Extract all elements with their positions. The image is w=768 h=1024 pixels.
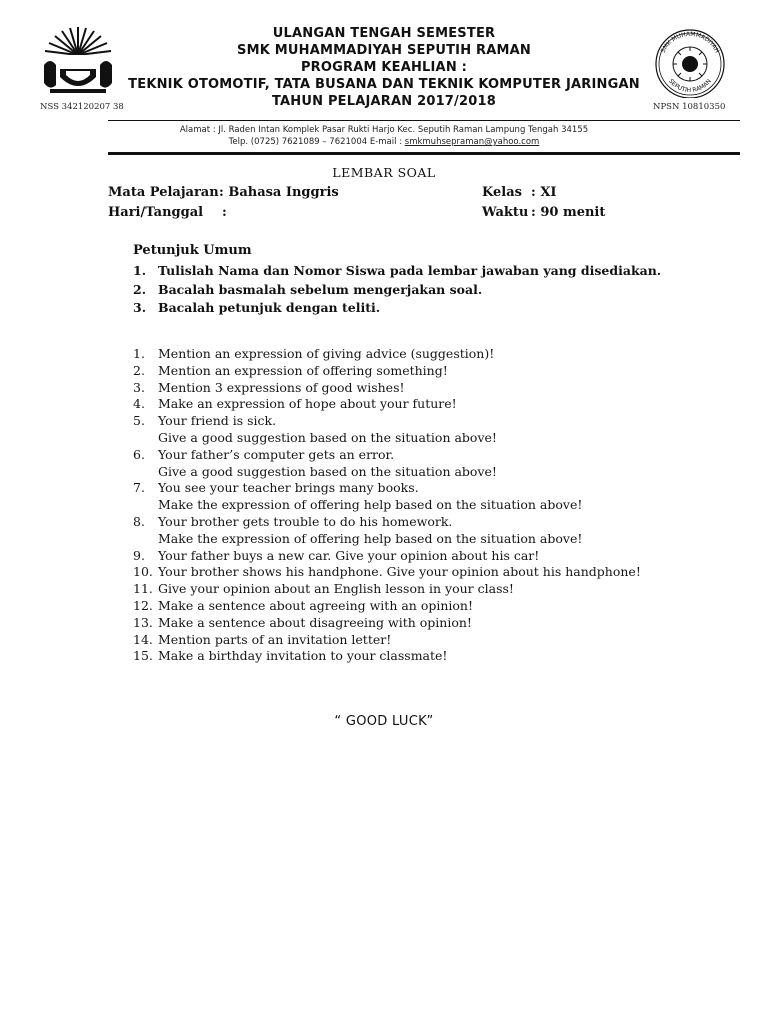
- question-item: 2. Mention an expression of offering something!: [133, 362, 448, 378]
- question-item: 4. Make an expression of hope about your future!: [133, 396, 457, 412]
- question-item: 11. Give your opinion about an English lesson in your class!: [133, 581, 514, 597]
- nss-code: NSS 342120207 38: [40, 102, 124, 112]
- question-item: 13. Make a sentence about disagreeing with opinion!: [133, 614, 472, 630]
- question-item: 3. Mention 3 expressions of good wishes!: [133, 379, 405, 395]
- header-exam-title: ULANGAN TENGAH SEMESTER: [272, 26, 496, 41]
- header-school-year: TAHUN PELAJARAN 2017/2018: [271, 94, 496, 109]
- school-email-link[interactable]: smkmuhsepraman@yahoo.com: [404, 137, 540, 147]
- day-date-value: :: [222, 205, 227, 220]
- document-title: LEMBAR SOAL: [332, 165, 436, 180]
- question-item: 7. You see your teacher brings many books. Make the expression of offering help based on the situation above!: [133, 480, 583, 513]
- school-contact: [0, 137, 768, 147]
- school-address: Alamat : Jl. Raden Intan Komplek Pasar Rukti Harjo Kec. Seputih Raman Lampung Tengah 34155: [179, 125, 589, 135]
- school-phone: Telp. (0725) 7621089 – 7621004 E-mail :: [228, 137, 405, 147]
- instructions-heading: Petunjuk Umum: [133, 243, 252, 258]
- header-program-names: TEKNIK OTOMOTIF, TATA BUSANA DAN TEKNIK KOMPUTER JARINGAN: [128, 77, 640, 92]
- instructions-list: [133, 262, 661, 318]
- question-item: 6. Your father’s computer gets an error. Give a good suggestion based on the situation above!: [133, 446, 497, 479]
- question-item: 5. Your friend is sick. Give a good suggestion based on the situation above!: [133, 413, 497, 445]
- question-item: 8. Your brother gets trouble to do his homework. Make the expression of offering help based on the situation above!: [133, 513, 583, 546]
- question-item: 12. Make a sentence about agreeing with an opinion!: [133, 597, 473, 613]
- subject-label: Mata Pelajaran: [108, 185, 219, 200]
- subject-value: : Bahasa Inggris: [219, 185, 339, 200]
- question-item: 1. Mention an expression of giving advice (suggestion)!: [133, 346, 495, 361]
- question-list: [133, 346, 641, 665]
- good-luck-closing: “ GOOD LUCK”: [334, 714, 434, 729]
- class-label: Kelas: [482, 185, 522, 200]
- question-item: 9. Your father buys a new car. Give your opinion about his car!: [133, 547, 540, 563]
- svg-text:SEPUTIH RAMAN: SEPUTIH RAMAN: [667, 77, 713, 95]
- instruction-item: 2. Bacalah basmalah sebelum mengerjakan soal.: [133, 281, 483, 297]
- time-value: : 90 menit: [531, 205, 606, 220]
- day-date-label: Hari/Tanggal: [108, 205, 204, 220]
- question-item: 10. Your brother shows his handphone. Give your opinion about his handphone!: [133, 564, 641, 580]
- svg-text:SMK MUHAMMADIYAH: SMK MUHAMMADIYAH: [659, 30, 721, 55]
- instruction-item: 1. Tulislah Nama dan Nomor Siswa pada lembar jawaban yang disediakan.: [133, 263, 662, 278]
- npsn-code: NPSN 10810350: [653, 102, 726, 112]
- question-item: 15. Make a birthday invitation to your classmate!: [133, 648, 448, 664]
- header-school-name: SMK MUHAMMADIYAH SEPUTIH RAMAN: [237, 43, 531, 58]
- class-value: : XI: [531, 185, 557, 200]
- instruction-item: 3. Bacalah petunjuk dengan teliti.: [133, 300, 381, 315]
- header-divider-thick: [108, 152, 740, 155]
- time-label: Waktu: [482, 205, 529, 220]
- question-item: 14. Mention parts of an invitation letter!: [133, 631, 392, 647]
- header-divider-thin: [108, 120, 740, 121]
- header-program-label: PROGRAM KEAHLIAN :: [300, 60, 468, 75]
